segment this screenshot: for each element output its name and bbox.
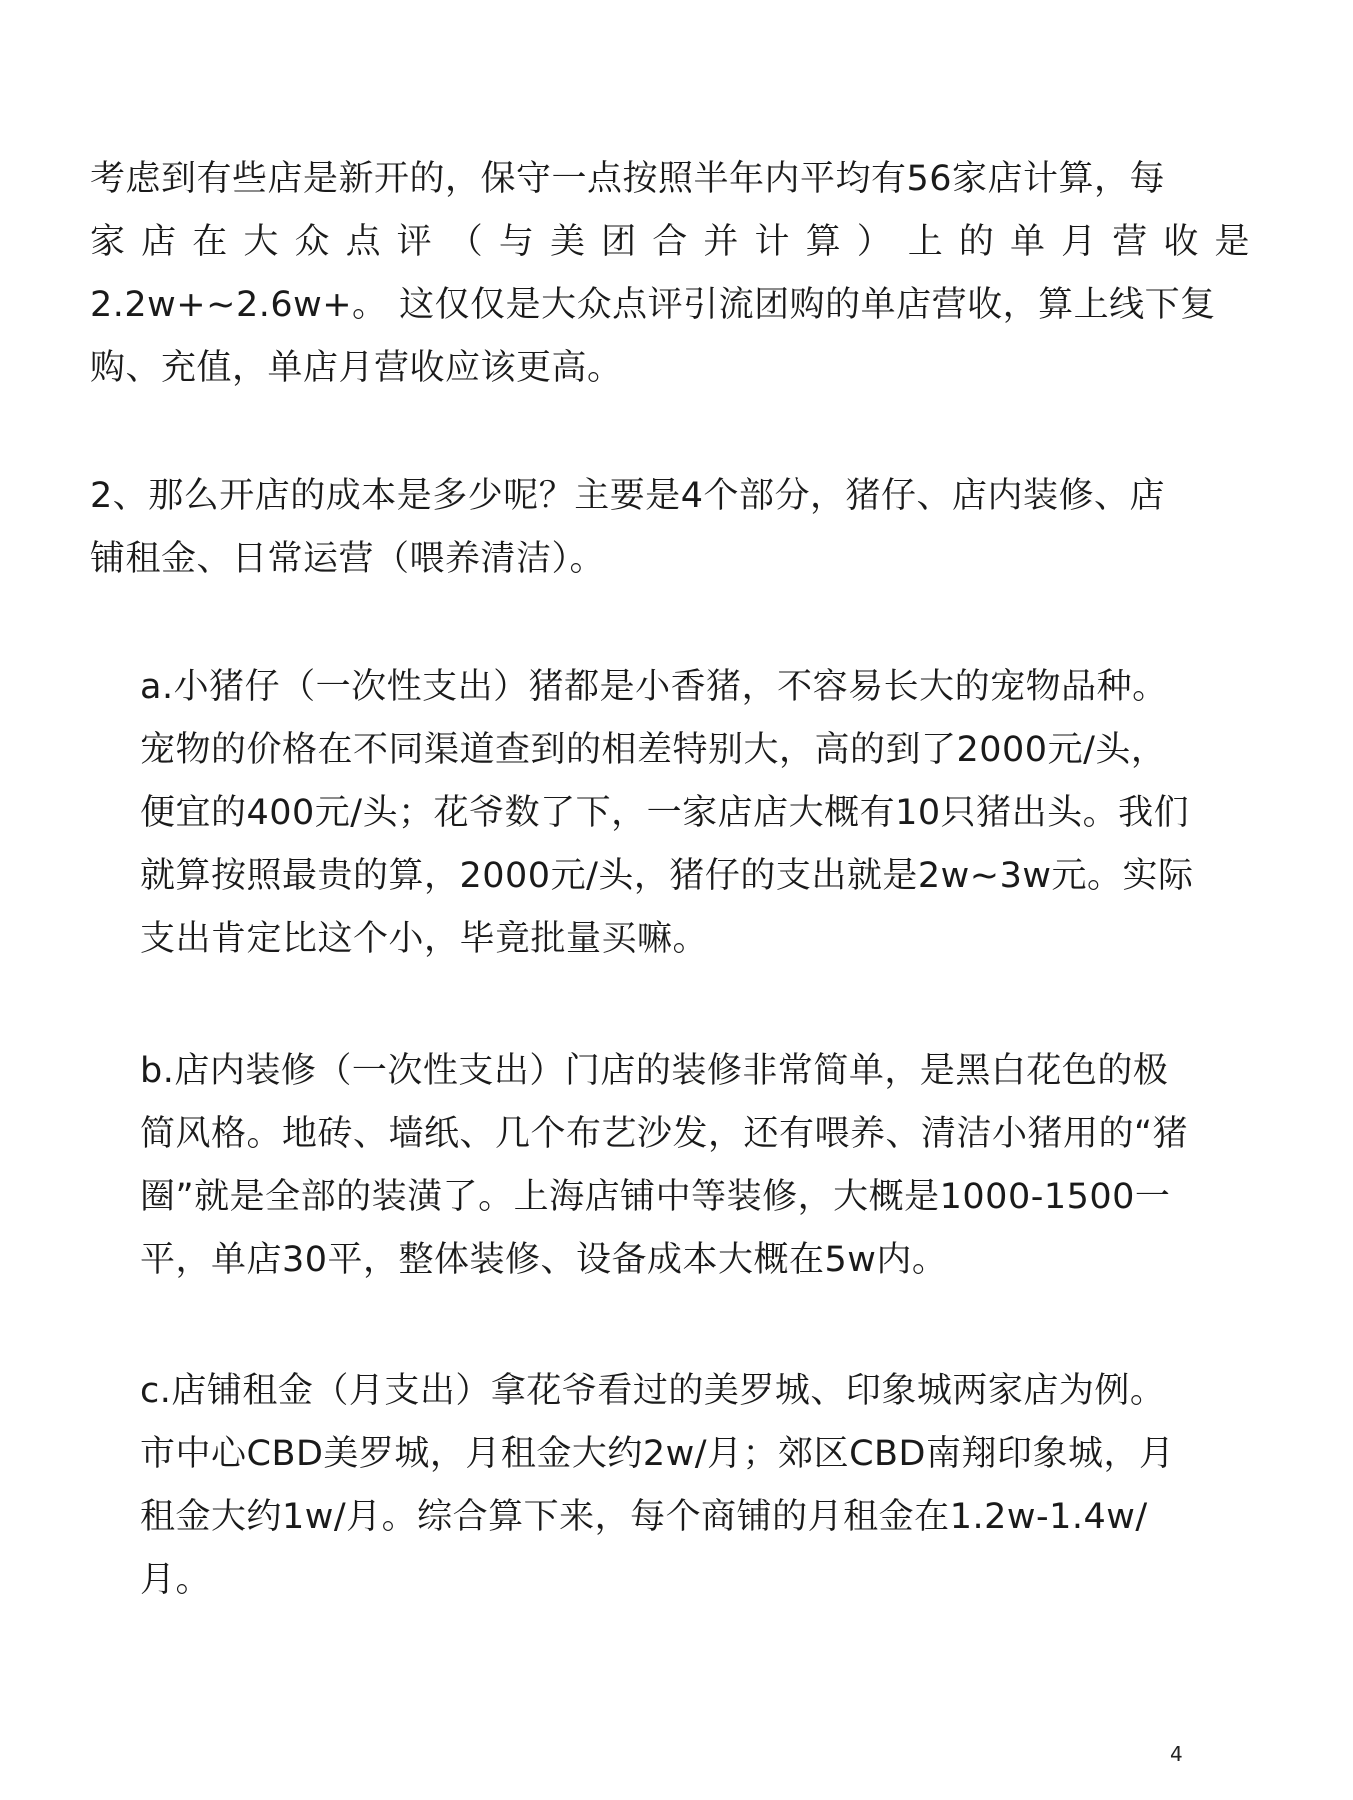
paragraph-section-2 xyxy=(90,465,1250,591)
text-line: 2.2w+~2.6w+。 这仅仅是大众点评引流团购的单店营收，算上线下复 xyxy=(90,285,1216,325)
text-line: 便宜的400元/头；花爷数了下，一家店店大概有10只猪出头。我们 xyxy=(140,793,1190,833)
text-line: 圈”就是全部的装潢了。上海店铺中等装修，大概是1000-1500一 xyxy=(140,1177,1171,1217)
text-line: 宠物的价格在不同渠道查到的相差特别大，高的到了2000元/头， xyxy=(140,730,1167,770)
text-line: 考虑到有些店是新开的，保守一点按照半年内平均有56家店计算，每 xyxy=(90,159,1166,199)
paragraph-item-a xyxy=(140,656,1250,971)
text-line: b.店内装修（一次性支出）门店的装修非常简单，是黑白花色的极 xyxy=(140,1051,1169,1091)
text-line: 家店在大众点评（与美团合并计算）上的单月营收是 xyxy=(90,222,1250,262)
text-line: 平，单店30平，整体装修、设备成本大概在5w内。 xyxy=(140,1240,948,1280)
paragraph-item-b xyxy=(140,1040,1250,1292)
text-line: c.店铺租金（月支出）拿花爷看过的美罗城、印象城两家店为例。 xyxy=(140,1371,1166,1411)
text-line: 2、那么开店的成本是多少呢？主要是4个部分，猪仔、店内装修、店 xyxy=(90,476,1166,516)
text-line: 租金大约1w/月。综合算下来，每个商铺的月租金在1.2w-1.4w/ xyxy=(140,1497,1148,1537)
text-line: 铺租金、日常运营（喂养清洁）。 xyxy=(90,539,606,579)
text-line: 就算按照最贵的算，2000元/头，猪仔的支出就是2w~3w元。实际 xyxy=(140,856,1194,896)
text-line: 市中心CBD美罗城，月租金大约2w/月；郊区CBD南翔印象城，月 xyxy=(140,1434,1175,1474)
text-line: 月。 xyxy=(140,1560,212,1600)
text-line: 购、充值，单店月营收应该更高。 xyxy=(90,348,623,388)
paragraph-intro xyxy=(90,148,1250,400)
text-line: a.小猪仔（一次性支出）猪都是小香猪，不容易长大的宠物品种。 xyxy=(140,667,1168,707)
text-line: 简风格。地砖、墙纸、几个布艺沙发，还有喂养、清洁小猪用的“猪 xyxy=(140,1114,1189,1154)
paragraph-item-c xyxy=(140,1360,1250,1612)
page-number: 4 xyxy=(1170,1742,1183,1766)
text-line: 支出肯定比这个小，毕竟批量买嘛。 xyxy=(140,919,709,959)
